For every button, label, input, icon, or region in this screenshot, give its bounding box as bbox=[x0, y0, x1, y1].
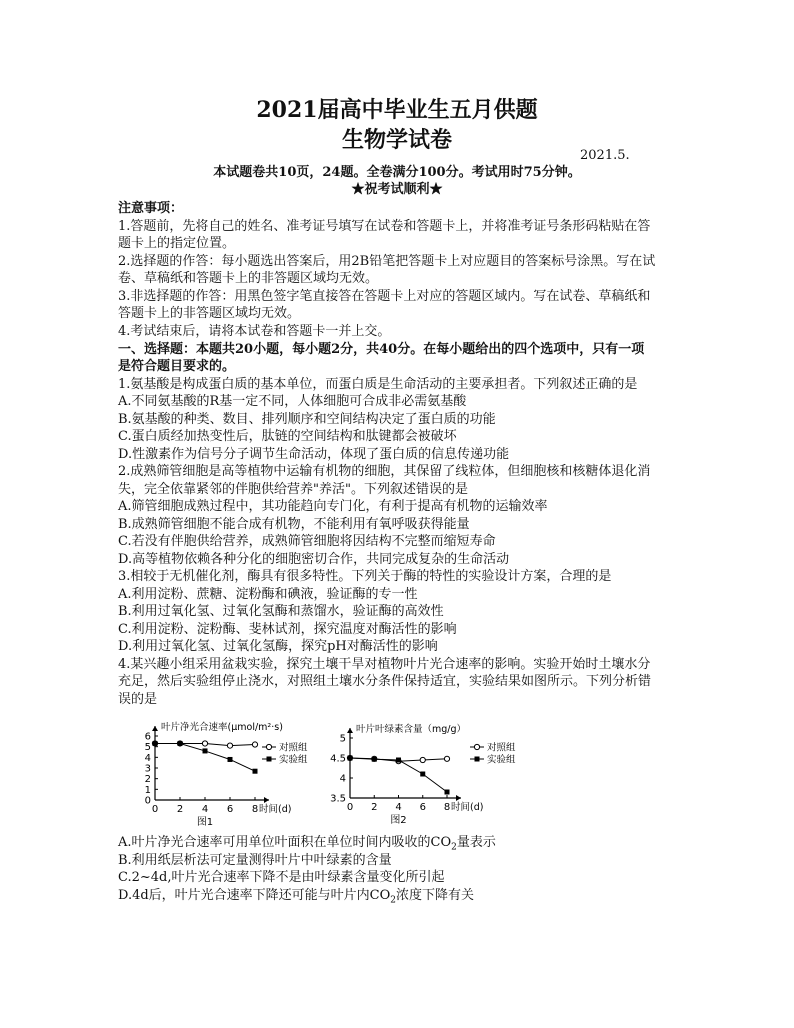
data-point-experiment bbox=[253, 769, 258, 774]
y-axis-arrow bbox=[152, 726, 158, 731]
question-3-stem: 3.相较于无机催化剂，酶具有很多特性。下列关于酶的特性的实验设计方案，合理的是 bbox=[118, 569, 612, 584]
x-tick-label: 0 bbox=[151, 804, 159, 815]
y-axis-title: 叶片叶绿素含量（mg/g） bbox=[356, 724, 467, 735]
x-tick-label: 6 bbox=[226, 804, 234, 815]
y-tick-label: 4 bbox=[144, 752, 151, 764]
data-point-control bbox=[420, 757, 425, 762]
x-tick-label: 6 bbox=[419, 802, 426, 813]
data-point-experiment bbox=[348, 756, 353, 761]
q3-option-d: D.利用过氧化氢、过氧化氢酶，探究pH对酶活性的影响 bbox=[118, 639, 438, 654]
figure-label: 图2 bbox=[390, 815, 407, 826]
note-line: 1.答题前，先将自己的姓名、准考证号填写在试卷和答题卡上，并将准考证号条形码粘贴在答 bbox=[118, 219, 651, 234]
legend-label: 实验组 bbox=[279, 754, 308, 766]
y-axis-title: 叶片净光合速率(μmol/m²·s) bbox=[161, 722, 283, 733]
notes-heading: 注意事项： bbox=[118, 201, 184, 216]
x-axis-title: 时间(d) bbox=[451, 802, 484, 813]
question-4-stem-cont: 误的是 bbox=[118, 692, 158, 707]
q1-option-b: B.氨基酸的种类、数目、排列顺序和空间结构决定了蛋白质的功能 bbox=[118, 412, 496, 427]
x-tick-label: 2 bbox=[371, 802, 378, 813]
data-point-experiment bbox=[178, 741, 183, 746]
figure-label: 图1 bbox=[196, 817, 214, 828]
legend-label: 对照组 bbox=[279, 742, 308, 754]
x-tick-label: 4 bbox=[395, 802, 402, 813]
x-axis-title: 时间(d) bbox=[259, 804, 292, 815]
y-tick-label: 3.5 bbox=[330, 793, 346, 805]
data-point-control bbox=[227, 743, 232, 748]
question-4-stem: 4.某兴趣小组采用盆栽实验，探究土壤干旱对植物叶片光合速率的影响。实验开始时土壤水分 bbox=[118, 657, 651, 672]
legend-marker bbox=[266, 744, 271, 749]
y-tick-label: 6 bbox=[144, 731, 151, 743]
note-line: 题卡上的指定位置。 bbox=[118, 236, 236, 251]
q2-option-d: D.高等植物依赖各种分化的细胞密切合作，共同完成复杂的生命活动 bbox=[118, 552, 510, 567]
x-tick-label: 2 bbox=[176, 804, 184, 815]
q1-option-c: C.蛋白质经加热变性后，肽链的空间结构和肽键都会被破坏 bbox=[118, 429, 457, 444]
question-2-stem: 2.成熟筛管细胞是高等植物中运输有机物的细胞，其保留了线粒体，但细胞核和核糖体退化消 bbox=[118, 464, 651, 479]
section-heading-cont: 是符合题目要求的。 bbox=[118, 359, 236, 374]
q1-option-a: A.不同氨基酸的R基一定不同，人体细胞可合成非必需氨基酸 bbox=[118, 394, 467, 409]
y-tick-label: 1 bbox=[144, 784, 151, 796]
data-point-experiment bbox=[445, 790, 450, 795]
question-4-stem-cont: 充足，然后实验组停止浇水，对照组土壤水分条件保持适宜，实验结果如图所示。下列分析错 bbox=[118, 674, 652, 689]
q3-option-a: A.利用淀粉、蔗糖、淀粉酶和碘液，验证酶的专一性 bbox=[118, 587, 418, 602]
x-tick-label: 4 bbox=[201, 804, 209, 815]
data-point-experiment bbox=[203, 748, 208, 753]
note-line: 4.考试结束后，请将本试卷和答题卡一并上交。 bbox=[118, 324, 391, 339]
exam-info: 本试题卷共10页，24题。全卷满分100分。考试用时75分钟。 bbox=[213, 165, 581, 180]
q2-option-b: B.成熟筛管细胞不能合成有机物，不能利用有氧呼吸获得能量 bbox=[118, 517, 470, 532]
note-line: 3.非选择题的作答：用黑色签字笔直接答在答题卡上对应的答题区域内。写在试卷、草稿纸和 bbox=[118, 289, 651, 304]
exam-wish: ★祝考试顺利★ bbox=[351, 182, 443, 197]
note-line: 2.选择题的作答：每小题选出答案后，用2B铅笔把答题卡上对应题目的答案标号涂黑。写在试 bbox=[118, 254, 656, 269]
figure-1-chart bbox=[138, 720, 320, 832]
q2-option-c: C.若没有伴胞供给营养，成熟筛管细胞将因结构不完整而缩短寿命 bbox=[118, 534, 496, 549]
q3-option-b: B.利用过氧化氢、过氧化氢酶和蒸馏水，验证酶的高效性 bbox=[118, 604, 444, 619]
legend-marker bbox=[267, 757, 272, 762]
note-line: 卷、草稿纸和答题卡上的非答题区域均无效。 bbox=[118, 271, 379, 286]
question-1-stem: 1.氨基酸是构成蛋白质的基本单位，而蛋白质是生命活动的主要承担者。下列叙述正确的是 bbox=[118, 377, 638, 392]
question-2-stem-cont: 失，完全依靠紧邻的伴胞供给营养"养活"。下列叙述错误的是 bbox=[118, 482, 468, 497]
data-point-experiment bbox=[372, 757, 377, 762]
x-tick-label: 0 bbox=[346, 802, 354, 813]
note-line: 答题卡上的非答题区域均无效。 bbox=[118, 306, 301, 321]
x-tick-label: 8 bbox=[443, 802, 451, 813]
legend-label: 实验组 bbox=[487, 754, 516, 766]
y-tick-label: 5 bbox=[339, 733, 346, 745]
q3-option-c: C.利用淀粉、淀粉酶、斐林试剂，探究温度对酶活性的影响 bbox=[118, 622, 457, 637]
q4-option-c: C.2~4d,叶片光合速率下降不是由叶绿素含量变化所引起 bbox=[118, 870, 445, 885]
data-point-experiment bbox=[396, 758, 401, 763]
y-tick-label: 5 bbox=[144, 742, 151, 754]
x-axis-arrow bbox=[456, 795, 461, 801]
figure-2-chart bbox=[322, 720, 534, 832]
exam-title: 2021届高中毕业生五月供题 bbox=[256, 97, 538, 123]
section-heading: 一、选择题：本题共20小题，每小题2分，共40分。在每小题给出的四个选项中，只有一项 bbox=[118, 342, 645, 357]
legend-label: 对照组 bbox=[487, 742, 516, 754]
y-tick-label: 0 bbox=[144, 795, 151, 807]
q1-option-d: D.性激素作为信号分子调节生命活动，体现了蛋白质的信息传递功能 bbox=[118, 447, 510, 462]
y-tick-label: 3 bbox=[144, 763, 151, 775]
q4-option-a: A.叶片净光合速率可用单位叶面积在单位时间内吸收的$CO_2$量表示 bbox=[118, 835, 496, 853]
x-tick-label: 8 bbox=[251, 804, 259, 815]
q4-option-b: B.利用纸层析法可定量测得叶片中叶绿素的含量 bbox=[118, 853, 392, 868]
exam-date: 2021.5. bbox=[580, 148, 630, 163]
y-tick-label: 4 bbox=[339, 773, 346, 785]
data-point-experiment bbox=[228, 757, 233, 762]
data-point-control bbox=[202, 741, 207, 746]
legend-marker bbox=[475, 757, 480, 762]
q2-option-a: A.筛管细胞成熟过程中，其功能趋向专门化，有利于提高有机物的运输效率 bbox=[118, 499, 548, 514]
data-point-control bbox=[444, 756, 449, 761]
y-axis-arrow bbox=[347, 728, 353, 733]
data-point-control bbox=[252, 742, 257, 747]
legend-marker bbox=[474, 744, 479, 749]
series-line-1 bbox=[155, 743, 255, 771]
y-tick-label: 4.5 bbox=[330, 753, 346, 765]
y-tick-label: 2 bbox=[144, 774, 151, 786]
x-axis-arrow bbox=[264, 797, 269, 803]
data-point-experiment bbox=[153, 741, 158, 746]
exam-subject: 生物学试卷 bbox=[341, 127, 452, 153]
q4-option-d: D.4d后，叶片光合速率下降还可能与叶片内$CO_2$浓度下降有关 bbox=[118, 888, 475, 906]
data-point-experiment bbox=[420, 772, 425, 777]
